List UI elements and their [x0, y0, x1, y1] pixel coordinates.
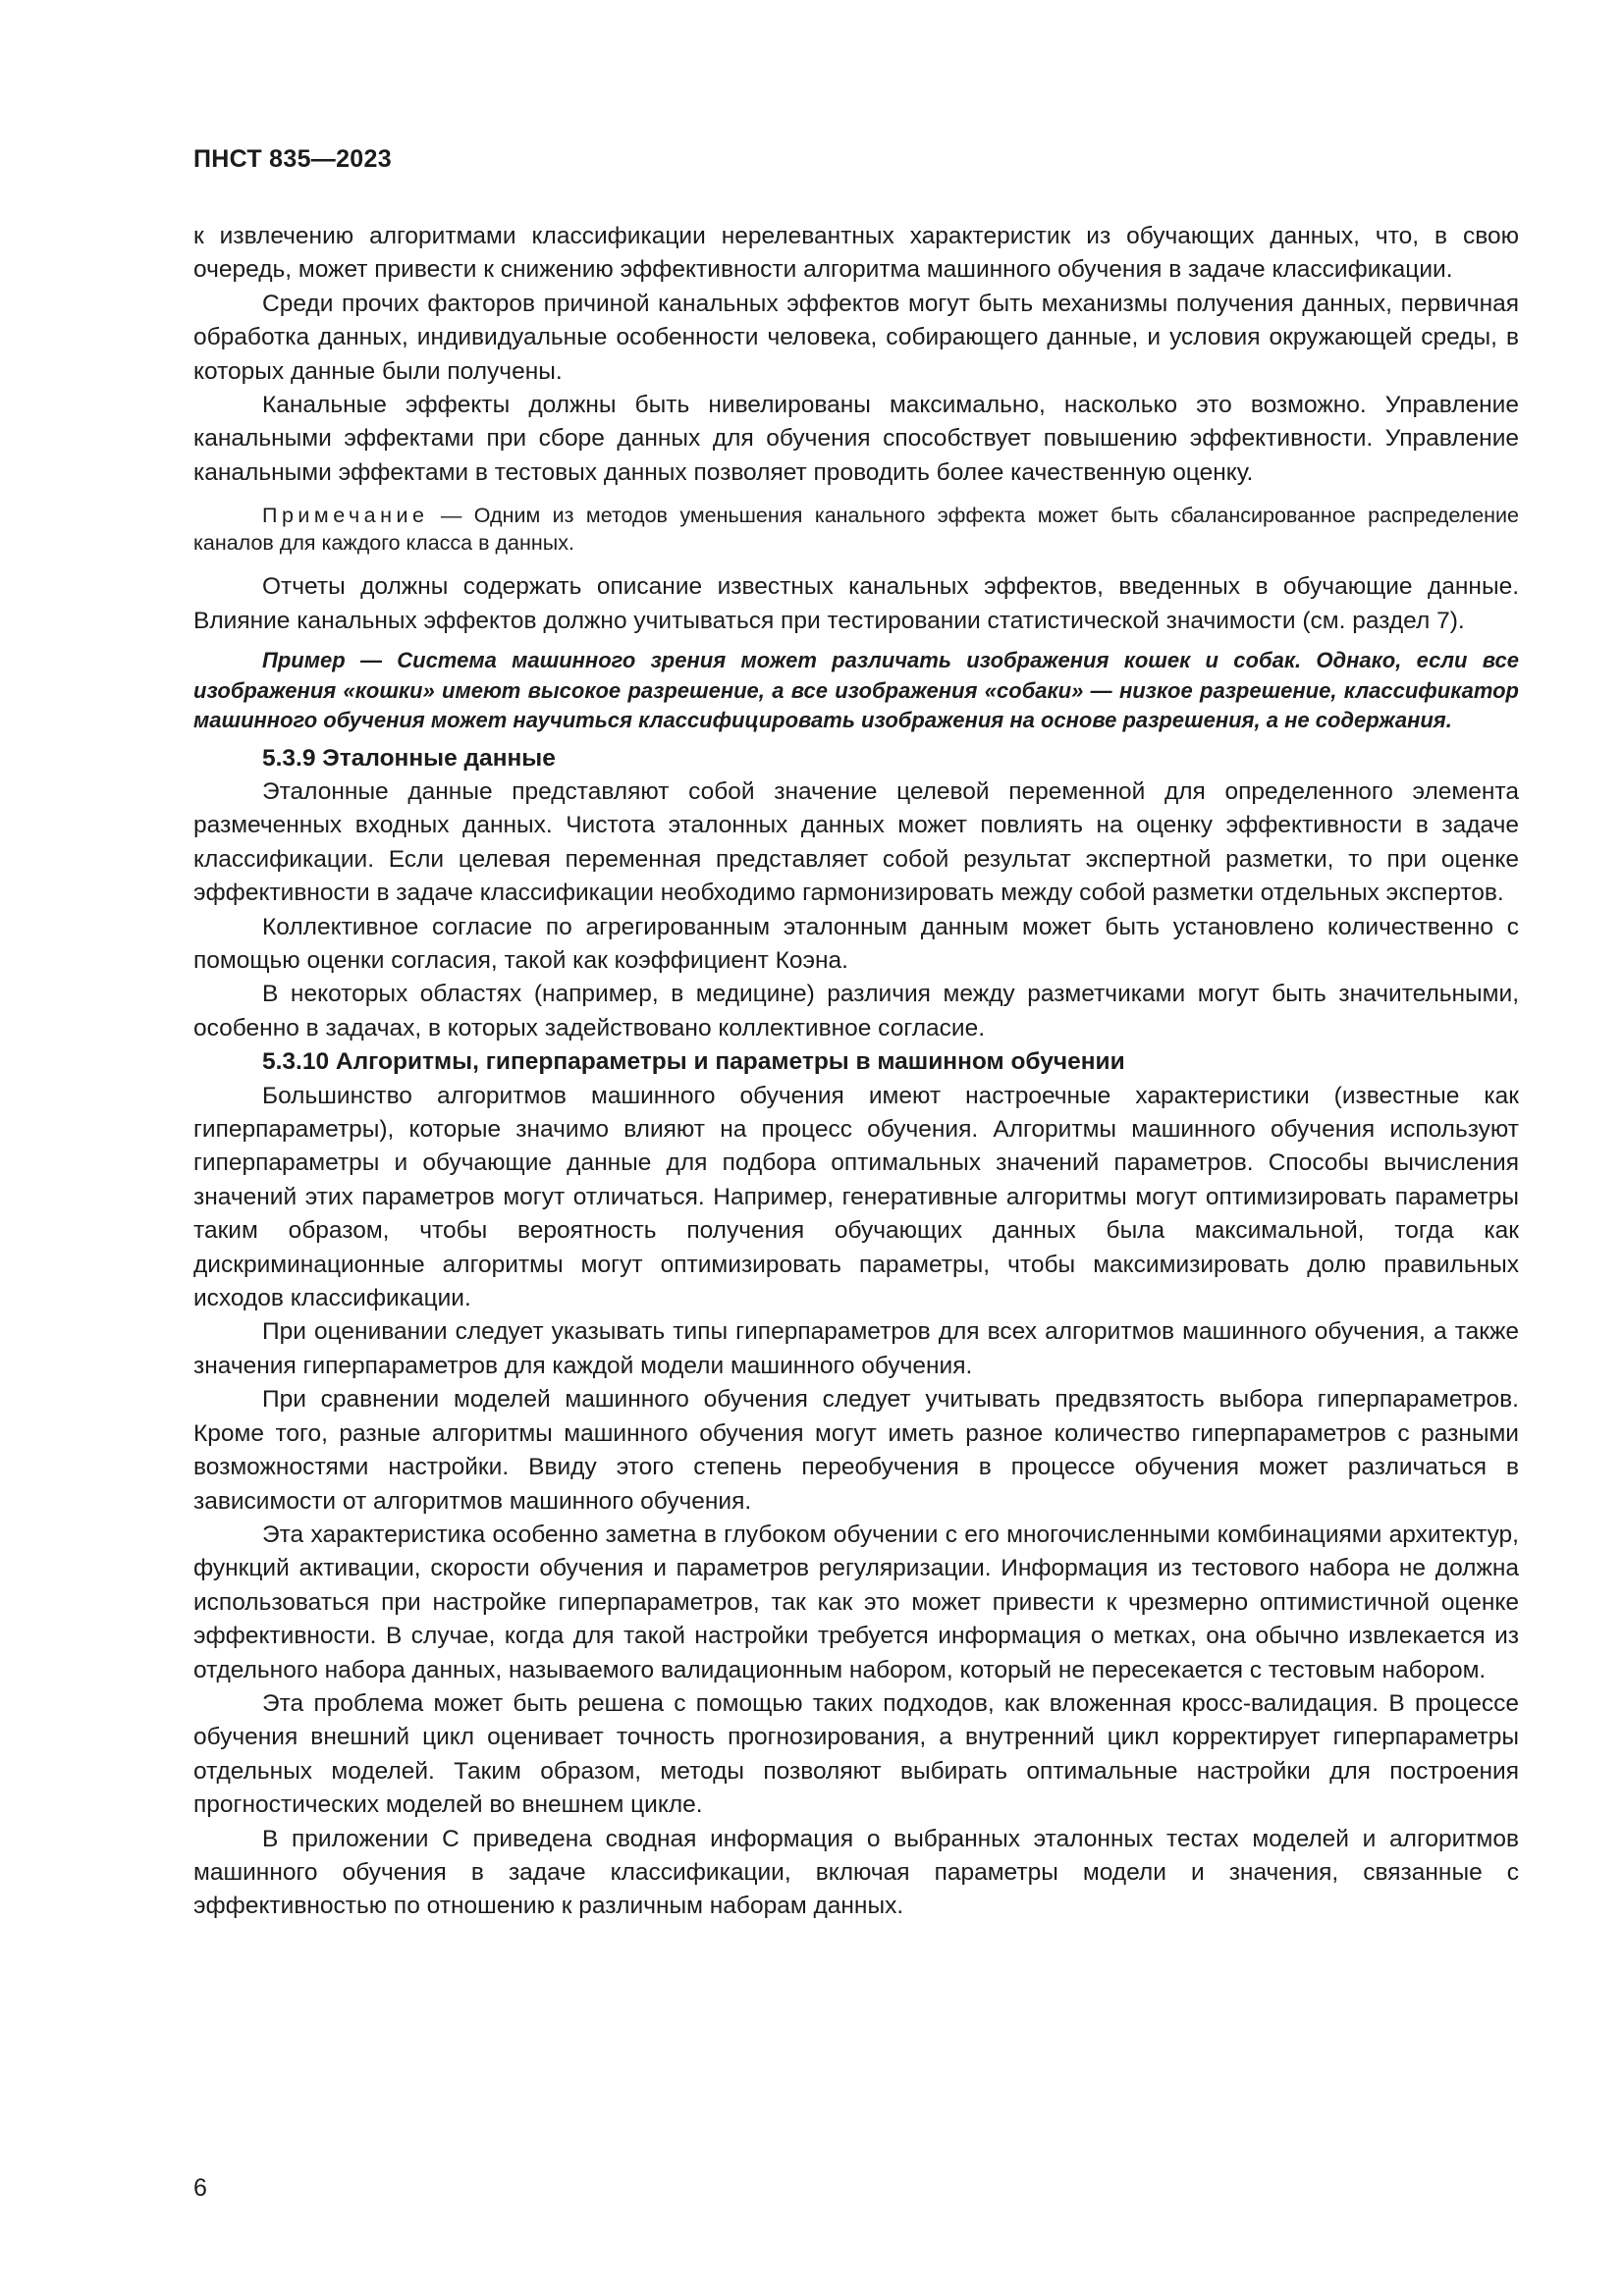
- paragraph-continuation: к извлечению алгоритмами классификации нерелевантных характеристик из обучающих данных, что, в свою очередь, может привести к снижению эффективности алгоритма машинного обучения в задаче классификации.: [193, 223, 1519, 284]
- section-heading-5-3-9: 5.3.9 Эталонные данные: [262, 744, 556, 772]
- example: Пример — Система машинного зрения может различать изображения кошек и собак. Однако, если все изображения «кошки» имеют высокое разрешение, а все изображения «собаки» — низкое разрешение, классификатор машинного обучения может научиться классифицировать изображения на основе разрешения, а не содержания.: [193, 648, 1519, 733]
- section-heading-5-3-10: 5.3.10 Алгоритмы, гиперпараметры и параметры в машинном обучении: [262, 1048, 1125, 1076]
- paragraph-channel-factors: Среди прочих факторов причиной канальных эффектов могут быть механизмы получения данных, первичная обработка данных, индивидуальные особенности человека, собирающего данные, и условия окружающей среды, в которых данные были получены.: [193, 290, 1519, 385]
- note: [193, 502, 1519, 557]
- paragraph-channel-leveling: Канальные эффекты должны быть нивелированы максимально, насколько это возможно. Управление канальными эффектами при сборе данных для обучения способствует повышению эффективности. Управление канальными эффектами в тестовых данных позволяет проводить более качественную оценку.: [193, 392, 1519, 486]
- document-body: [193, 220, 1519, 1924]
- document-header: ПНСТ 835—2023: [193, 145, 392, 173]
- paragraph-reference-data: Эталонные данные представляют собой значение целевой переменной для определенного элемента размеченных входных данных. Чистота эталонных данных может повлиять на оценку эффективности в задаче классификации. Если целевая переменная представляет собой результат экспертной разметки, то при оценке эффективности в задаче классификации необходимо гармонизировать между собой разметки отдельных экспертов.: [193, 777, 1519, 907]
- paragraph-annotator-differences: В некоторых областях (например, в медицине) различия между разметчиками могут быть значительными, особенно в задачах, в которых задействовано коллективное согласие.: [193, 981, 1519, 1041]
- paragraph-cross-validation: Эта проблема может быть решена с помощью таких подходов, как вложенная кросс-валидация. В процессе обучения внешний цикл оценивает точность прогнозирования, а внутренний цикл корректирует гиперпараметры отдельных моделей. Таким образом, методы позволяют выбирать оптимальные настройки для построения прогностических моделей во внешнем цикле.: [193, 1689, 1519, 1819]
- paragraph-collective-agreement: Коллективное согласие по агрегированным эталонным данным может быть установлено количественно с помощью оценки согласия, такой как коэффициент Коэна.: [193, 913, 1519, 974]
- paragraph-evaluation: При оценивании следует указывать типы гиперпараметров для всех алгоритмов машинного обучения, а также значения гиперпараметров для каждой модели машинного обучения.: [193, 1318, 1519, 1379]
- paragraph-reports: Отчеты должны содержать описание известных канальных эффектов, введенных в обучающие данные. Влияние канальных эффектов должно учитываться при тестировании статистической значимости (см. раздел 7).: [193, 573, 1519, 634]
- paragraph-deep-learning: Эта характеристика особенно заметна в глубоком обучении с его многочисленными комбинациями архитектур, функций активации, скорости обучения и параметров регуляризации. Информация из тестового набора не должна использоваться при настройке гиперпараметров, так как это может привести к чрезмерно оптимистичной оценке эффективности. В случае, когда для такой настройки требуется информация о метках, она обычно извлекается из отдельного набора данных, называемого валидационным набором, который не пересекается с тестовым набором.: [193, 1521, 1519, 1683]
- page-number: 6: [193, 2174, 207, 2202]
- document-page: [193, 0, 1519, 2296]
- paragraph-hyperparameters: Большинство алгоритмов машинного обучения имеют настроечные характеристики (известные как гиперпараметры), которые значимо влияют на процесс обучения. Алгоритмы машинного обучения используют гиперпараметры и обучающие данные для подбора оптимальных значений параметров. Способы вычисления значений этих параметров могут отличаться. Например, генеративные алгоритмы могут оптимизировать параметры таким образом, чтобы вероятность получения обучающих данных была максимальной, тогда как дискриминационные алгоритмы могут оптимизировать параметры, чтобы максимизировать долю правильных исходов классификации.: [193, 1082, 1519, 1312]
- note-text: — Одним из методов уменьшения канального эффекта может быть сбалансированное распределение каналов для каждого класса в данных.: [193, 504, 1519, 556]
- paragraph-model-comparison: При сравнении моделей машинного обучения следует учитывать предвзятость выбора гиперпараметров. Кроме того, разные алгоритмы машинного обучения могут иметь разное количество гиперпараметров с разными возможностями настройки. Ввиду этого степень переобучения в процессе обучения может различаться в зависимости от алгоритмов машинного обучения.: [193, 1386, 1519, 1515]
- note-label: Примечание: [262, 504, 429, 528]
- paragraph-appendix-c: В приложении С приведена сводная информация о выбранных эталонных тестах моделей и алгоритмов машинного обучения в задаче классификации, включая параметры модели и значения, связанные с эффективностью по отношению к различным наборам данных.: [193, 1825, 1519, 1920]
